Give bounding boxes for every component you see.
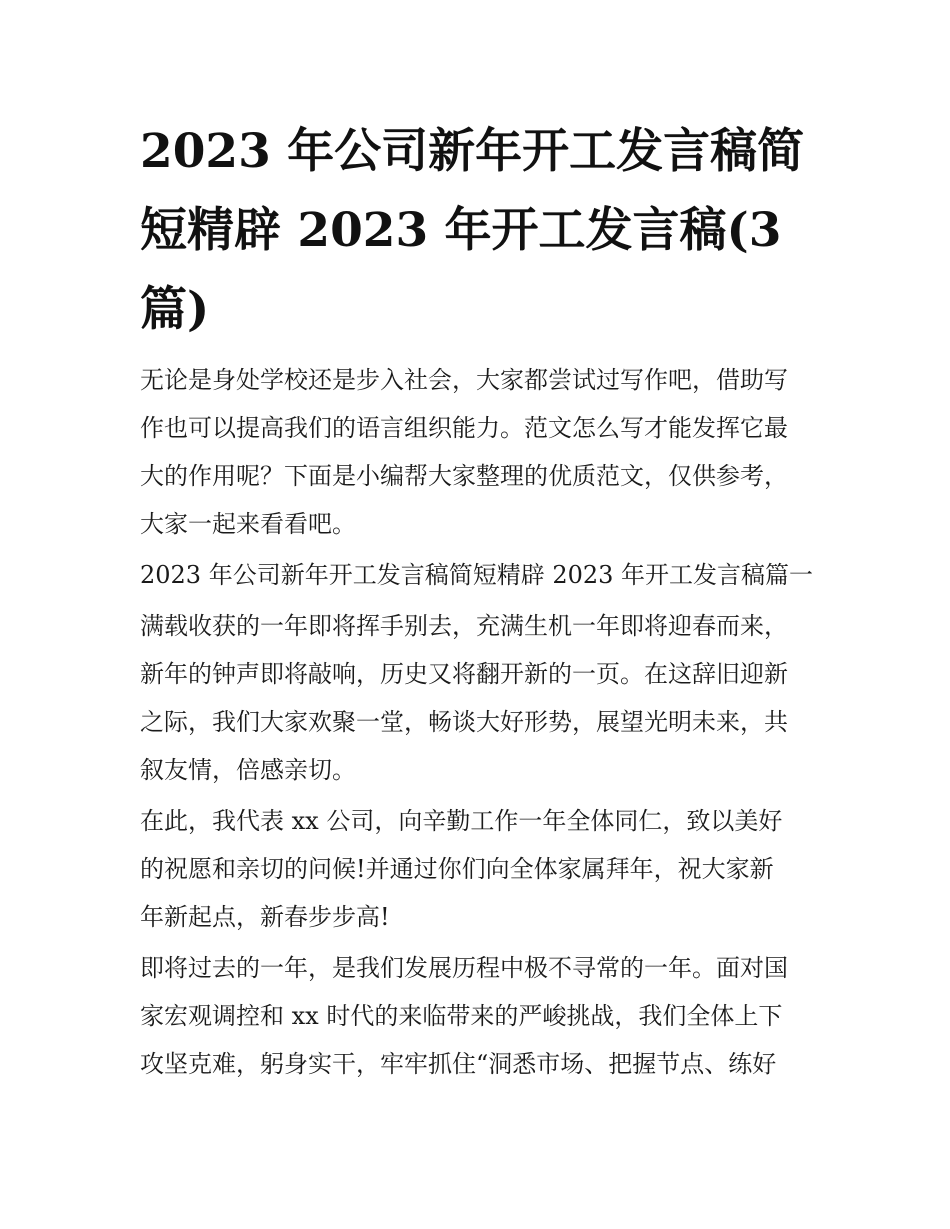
text-line: 家宏观调控和 xx 时代的来临带来的严峻挑战，我们全体上下 bbox=[140, 1002, 783, 1030]
text-line: 在此，我代表 xx 公司，向辛勤工作一年全体同仁，致以美好 bbox=[140, 807, 783, 835]
text-line: 新年的钟声即将敲响，历史又将翻开新的一页。在这辞旧迎新 bbox=[140, 660, 788, 688]
text-line: 作也可以提高我们的语言组织能力。范文怎么写才能发挥它最 bbox=[140, 414, 788, 442]
text-line: 满载收获的一年即将挥手别去，充满生机一年即将迎春而来， bbox=[140, 612, 788, 640]
section-heading-paragraph bbox=[140, 551, 830, 599]
text-line: 即将过去的一年，是我们发展历程中极不寻常的一年。面对国 bbox=[140, 954, 788, 982]
text-line: 2023 年公司新年开工发言稿简短精辟 2023 年开工发言稿篇一 bbox=[140, 561, 814, 589]
body-paragraph bbox=[140, 602, 830, 794]
text-line: 大的作用呢？下面是小编帮大家整理的优质范文，仅供参考， bbox=[140, 462, 788, 490]
text-line: 攻坚克难，躬身实干，牢牢抓住“洞悉市场、把握节点、练好 bbox=[140, 1050, 777, 1078]
text-line: 无论是身处学校还是步入社会，大家都尝试过写作吧，借助写 bbox=[140, 366, 788, 394]
body-paragraph bbox=[140, 797, 830, 941]
title-line: 篇) bbox=[140, 282, 210, 337]
document-body bbox=[140, 356, 830, 1088]
text-line: 的祝愿和亲切的问候!并通过你们向全体家属拜年，祝大家新 bbox=[140, 855, 774, 883]
title-line: 短精辟 2023 年开工发言稿(3 bbox=[140, 203, 782, 258]
title-line: 2023 年公司新年开工发言稿简 bbox=[140, 124, 805, 179]
document-title bbox=[140, 112, 840, 349]
body-paragraph bbox=[140, 944, 830, 1088]
text-line: 年新起点，新春步步高! bbox=[140, 903, 390, 931]
text-line: 之际，我们大家欢聚一堂，畅谈大好形势，展望光明未来，共 bbox=[140, 708, 788, 736]
intro-paragraph bbox=[140, 356, 830, 548]
text-line: 叙友情，倍感亲切。 bbox=[140, 756, 356, 784]
text-line: 大家一起来看看吧。 bbox=[140, 510, 356, 538]
